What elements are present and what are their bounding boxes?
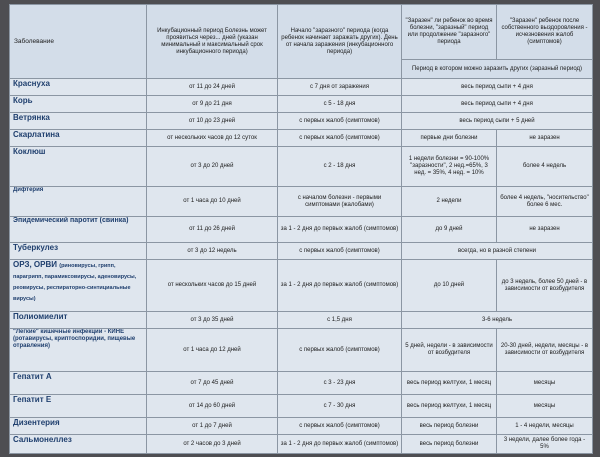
incubation-cell: от нескольких часов до 15 дней [147,260,278,312]
disease-name: Дизентерия [10,418,147,435]
after-cell: не заразен [497,217,593,243]
table-row [10,418,593,435]
start-cell: с началом болезни - первыми симптомами (жалобами) [278,187,402,217]
start-cell: с первых жалоб (симптомов) [278,418,402,435]
contagious-cell: весь период сыпи + 4 дня [402,96,593,113]
disease-name: Сальмонеллез [10,435,147,454]
start-cell: с 7 дня от заражения [278,79,402,96]
disease-name: Гепатит А [10,372,147,395]
after-cell: 20-30 дней, недели, месяцы - в зависимости от возбудителя [497,329,593,372]
start-cell: с первых жалоб (симптомов) [278,130,402,147]
incubation-cell: от 3 до 35 дней [147,312,278,329]
disease-name: Корь [10,96,147,113]
table-row [10,260,593,312]
contagious-cell: весь период сыпи + 4 дня [402,79,593,96]
incubation-cell: от 1 до 7 дней [147,418,278,435]
incubation-cell: от 14 до 60 дней [147,395,278,418]
during-cell: до 9 дней [402,217,497,243]
incubation-cell: от нескольких часов до 12 суток [147,130,278,147]
during-cell: 1 недели болезни = 90-100% "заразности", 2 нед.=65%, 3 нед. = 35%, 4 нед. = 10% [402,147,497,187]
incubation-cell: от 1 часа до 12 дней [147,329,278,372]
table-row [10,130,593,147]
disease-name: Гепатит Е [10,395,147,418]
header-during-illness: "Заразен" ли ребенок во время болезни, "заразный" период или продолжение "заразного" периода [402,5,497,60]
incubation-cell: от 2 часов до 3 дней [147,435,278,454]
header-contagious-start: Начало "заразного" периода (когда ребенок начинает заражать других). День от начала заражения (инкубационного периода) [278,5,402,79]
start-cell: за 1 - 2 дня до первых жалоб (симптомов) [278,435,402,454]
contagious-cell: 3-6 недель [402,312,593,329]
during-cell: первые дни болезни [402,130,497,147]
during-cell: до 10 дней [402,260,497,312]
disease-name: Туберкулез [10,243,147,260]
infection-table [9,4,593,454]
start-cell: за 1 - 2 дня до первых жалоб (симптомов) [278,260,402,312]
after-cell: месяцы [497,395,593,418]
header-incubation: Инкубационный период Болезнь может проявиться через... дней (указан минимальный и максимальный срок инкубационного периода) [147,5,278,79]
header-contagious-period: Период в котором можно заразить других (заразный период) [402,60,593,79]
start-cell: с 2 - 18 дня [278,147,402,187]
table-row [10,435,593,454]
during-cell: весь период болезни [402,435,497,454]
incubation-cell: от 7 до 45 дней [147,372,278,395]
disease-name: Краснуха [10,79,147,96]
after-cell: 1 - 4 недели, месяцы [497,418,593,435]
table-row [10,372,593,395]
during-cell: весь период болезни [402,418,497,435]
after-cell: до 3 недель, более 50 дней - в зависимости от возбудителя [497,260,593,312]
incubation-cell: от 9 до 21 дня [147,96,278,113]
incubation-cell: от 1 часа до 10 дней [147,187,278,217]
disease-name: Дифтерия [10,187,147,217]
disease-subtitle: (риновирусы, грипп, парагрипп, парамиксовирусы, аденовирусы, реовирусы, респираторно-синтициальные вирусы) [13,263,137,302]
after-cell: более 4 недель [497,147,593,187]
disease-name: Эпидемический паротит (свинка) [10,217,147,243]
table-row [10,217,593,243]
start-cell: с 3 - 23 дня [278,372,402,395]
table-header [10,5,593,79]
start-cell: с 7 - 30 дня [278,395,402,418]
table-row [10,147,593,187]
incubation-cell: от 11 до 24 дней [147,79,278,96]
table-row [10,96,593,113]
disease-name: Ветрянка [10,113,147,130]
after-cell: не заразен [497,130,593,147]
during-cell: весь период желтухи, 1 месяц [402,395,497,418]
header-after-recovery: "Заразен" ребенок после собственного выздоровления - исчезновения жалоб (симптомов) [497,5,593,60]
table-row [10,243,593,260]
disease-title: ОРЗ, ОРВИ [13,260,57,269]
disease-name: Скарлатина [10,130,147,147]
table-row [10,79,593,96]
disease-name [10,329,147,372]
disease-name [10,260,147,312]
start-cell: с первых жалоб (симптомов) [278,243,402,260]
after-cell: более 4 недель, "носительство" более 6 мес. [497,187,593,217]
table-row [10,329,593,372]
disease-name: Полиомиелит [10,312,147,329]
incubation-cell: от 3 до 20 дней [147,147,278,187]
start-cell: с первых жалоб (симптомов) [278,113,402,130]
after-cell: месяцы [497,372,593,395]
disease-name: Коклюш [10,147,147,187]
disease-title: "Легкие" кишечные инфекции - КИНЕ [13,329,125,335]
header-disease: Заболевание [10,5,147,79]
incubation-cell: от 11 до 26 дней [147,217,278,243]
start-cell: с 5 - 18 дня [278,96,402,113]
disease-subtitle: (ротавирусы, криптоспоридии, пищевые отравления) [13,336,136,349]
table-row [10,312,593,329]
during-cell: 2 недели [402,187,497,217]
during-cell: весь период желтухи, 1 месяц [402,372,497,395]
table-row [10,395,593,418]
start-cell: с 1,5 дня [278,312,402,329]
table-row [10,113,593,130]
start-cell: с первых жалоб (симптомов) [278,329,402,372]
table-row [10,187,593,217]
incubation-cell: от 3 до 12 недель [147,243,278,260]
after-cell: 3 недели, далее более года - 5% [497,435,593,454]
contagious-cell: весь период сыпи + 5 дней [402,113,593,130]
during-cell: 5 дней, недели - в зависимости от возбудителя [402,329,497,372]
contagious-cell: всегда, но в разной степени [402,243,593,260]
start-cell: за 1 - 2 дня до первых жалоб (симптомов) [278,217,402,243]
incubation-cell: от 10 до 23 дней [147,113,278,130]
